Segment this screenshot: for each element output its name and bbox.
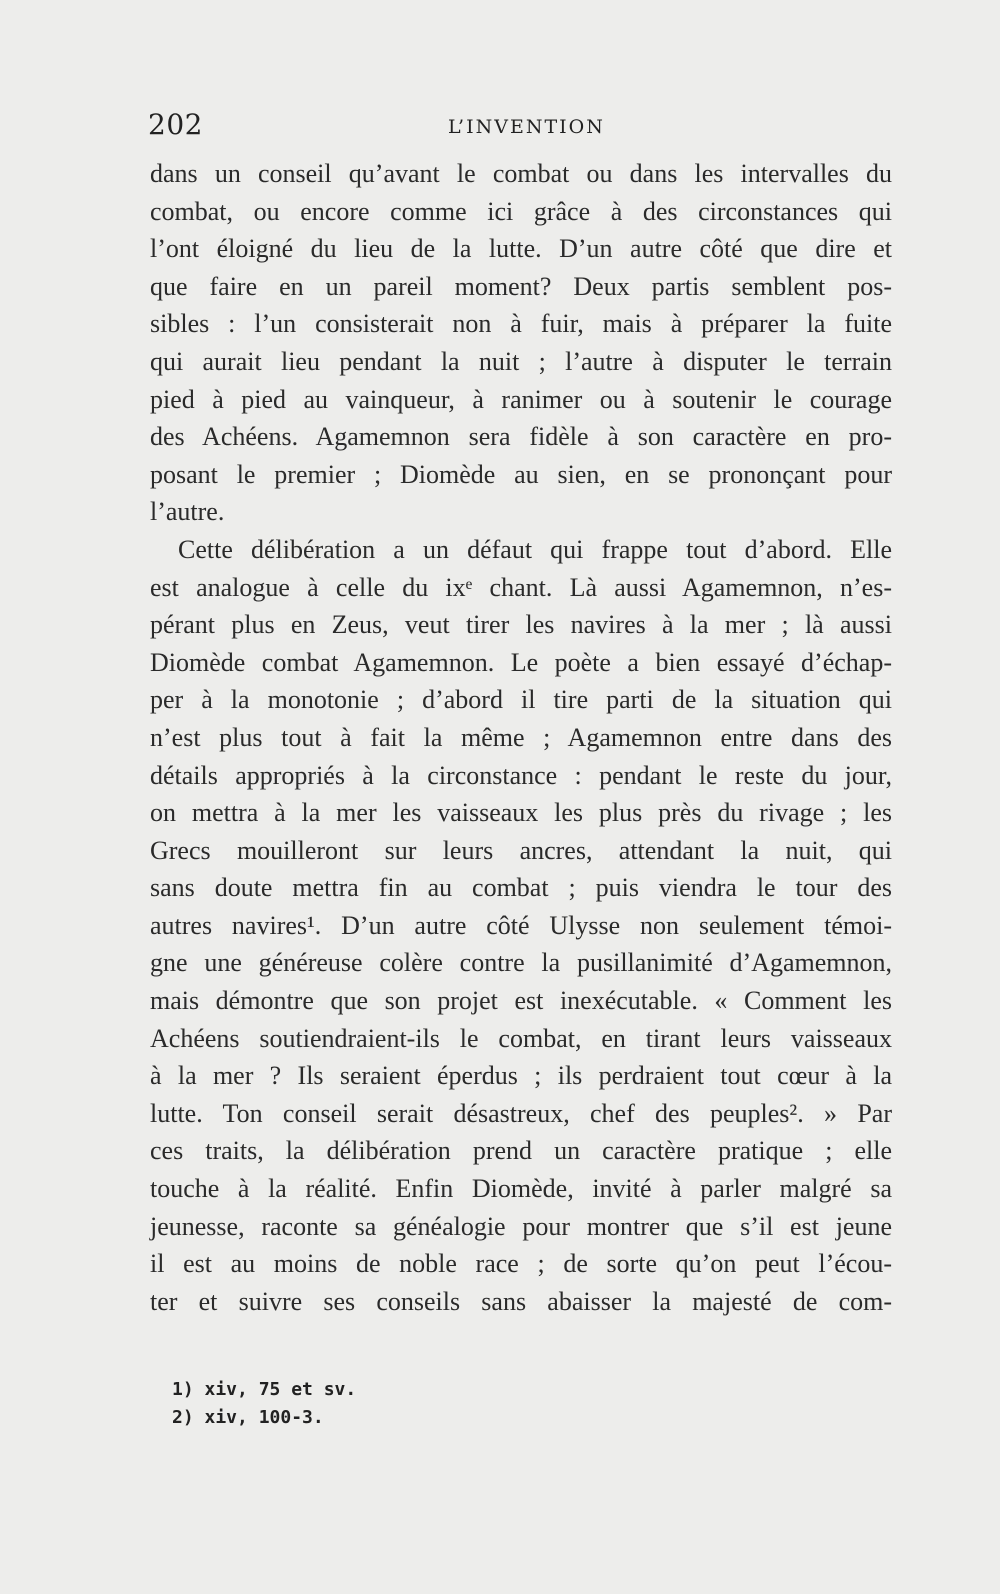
text-line: sibles : l’un consisterait non à fuir, mais à préparer la fuite	[150, 309, 892, 339]
text-line: autres navires¹. D’un autre côté Ulysse non seulement témoi-	[150, 910, 892, 940]
text-line: il est au moins de noble race ; de sorte qu’on peut l’écou-	[150, 1249, 892, 1279]
page-number: 202	[148, 108, 203, 141]
text-line: posant le premier ; Diomède au sien, en se prononçant pour	[150, 459, 892, 489]
text-line-paragraph-start: Cette délibération a un défaut qui frappe tout d’abord. Elle	[178, 534, 892, 564]
text-line: pied à pied au vainqueur, à ranimer ou à soutenir le courage	[150, 384, 892, 414]
text-line: Grecs mouilleront sur leurs ancres, attendant la nuit, qui	[150, 835, 892, 865]
text-line: jeunesse, raconte sa généalogie pour montrer que s’il est jeune	[150, 1211, 892, 1241]
text-line: on mettra à la mer les vaisseaux les plus près du rivage ; les	[150, 798, 892, 828]
text-line: combat, ou encore comme ici grâce à des circonstances qui	[150, 196, 892, 226]
footnotes	[172, 1376, 356, 1432]
text-line: pérant plus en Zeus, veut tirer les navires à la mer ; là aussi	[150, 610, 892, 640]
text-line: à la mer ? Ils seraient éperdus ; ils perdraient tout cœur à la	[150, 1061, 892, 1091]
text-line: lutte. Ton conseil serait désastreux, chef des peuples². » Par	[150, 1098, 892, 1128]
footnote: 2) xiv, 100-3.	[172, 1407, 324, 1428]
text-line: touche à la réalité. Enfin Diomède, invité à parler malgré sa	[150, 1174, 892, 1204]
text-line: est analogue à celle du ixᵉ chant. Là aussi Agamemnon, n’es-	[150, 572, 892, 602]
text-line: que faire en un pareil moment? Deux partis semblent pos-	[150, 271, 892, 301]
text-line: dans un conseil qu’avant le combat ou dans les intervalles du	[150, 159, 892, 188]
text-line: per à la monotonie ; d’abord il tire parti de la situation qui	[150, 685, 892, 715]
text-line: gne une généreuse colère contre la pusillanimité d’Agamemnon,	[150, 948, 892, 978]
text-line: n’est plus tout à fait la même ; Agamemnon entre dans des	[150, 722, 892, 752]
text-line: détails appropriés à la circonstance : pendant le reste du jour,	[150, 760, 892, 790]
running-title: L’INVENTION	[448, 116, 605, 138]
body-text	[150, 155, 892, 1320]
text-line: Achéens soutiendraient-ils le combat, en tirant leurs vaisseaux	[150, 1023, 892, 1053]
text-line: sans doute mettra fin au combat ; puis viendra le tour des	[150, 873, 892, 903]
text-line: Diomède combat Agamemnon. Le poète a bien essayé d’échap-	[150, 647, 892, 677]
text-line: ces traits, la délibération prend un caractère pratique ; elle	[150, 1136, 892, 1166]
text-line-paragraph-end: l’autre.	[150, 497, 225, 527]
text-line: qui aurait lieu pendant la nuit ; l’autre à disputer le terrain	[150, 346, 892, 376]
footnote: 1) xiv, 75 et sv.	[172, 1379, 357, 1400]
text-line: ter et suivre ses conseils sans abaisser la majesté de com-	[150, 1286, 892, 1316]
text-line: mais démontre que son projet est inexécutable. « Comment les	[150, 986, 892, 1016]
text-line: l’ont éloigné du lieu de la lutte. D’un autre côté que dire et	[150, 234, 892, 264]
page-header	[148, 108, 858, 148]
text-line: des Achéens. Agamemnon sera fidèle à son caractère en pro-	[150, 422, 892, 452]
